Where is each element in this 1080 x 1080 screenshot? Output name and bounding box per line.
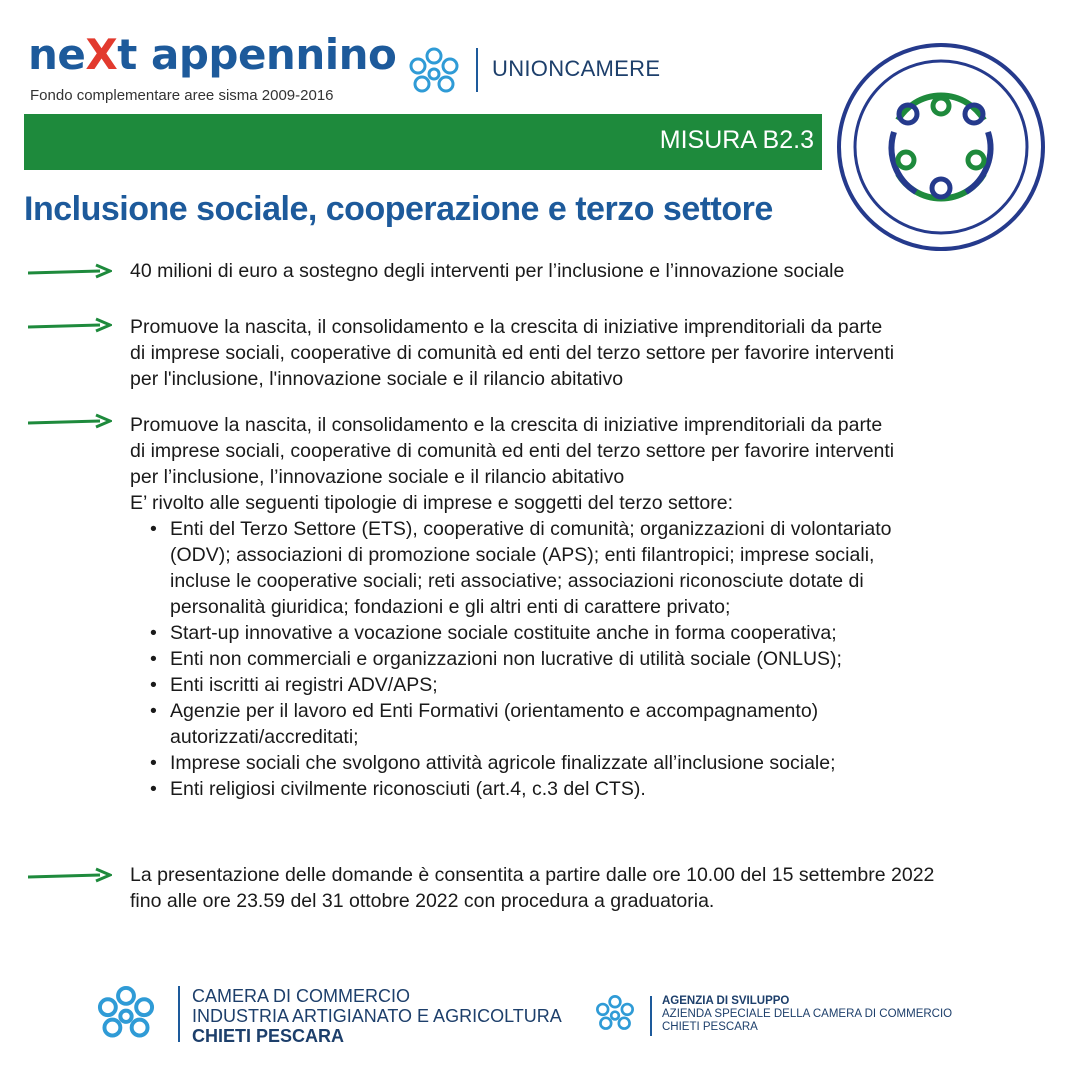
list-item: • Start-up innovative a vocazione sociale costituite anche in forma cooperativa; (130, 620, 1050, 646)
item-promotion-2: Promuove la nascita, il consolidamento e la crescita di iniziative imprenditoriali da parte di imprese sociali, cooperative di comunità ed enti del terzo settore per favorire interventi per l’inclusione, l’innovazione sociale e il rilancio abitativo E’ rivolto alle seguenti tipologie di imprese e soggetti del terzo settore: • Enti del Terzo Settore (ETS), cooperative di comunità; organizzazioni di volontariato (ODV); associazioni di promozione sociale (APS); enti filantropici; imprese sociali, incluse le cooperative sociali; reti associative; associazioni riconosciute dotate di personalità giuridica; fondazioni e gli altri enti di carattere privato; • Start-up innovative a vocazione sociale costituite anche in forma cooperativa; • Enti non commerciali e organizzazioni non lucrative di utilità sociale (ONLUS); • Enti iscritti ai registri ADV/APS; • Agenzie per il lavoro ed Enti Formativi (orientamento e accompagnamento) autorizzati/accreditati; • Imprese sociali che svolgono attività agricole finalizzate all’inclusione sociale; • Enti religiosi civilmente riconosciuti (art.4, c.3 del CTS). (130, 412, 1050, 802)
beneficiary-list (130, 516, 1050, 802)
list-item: • Agenzie per il lavoro ed Enti Formativi (orientamento e accompagnamento) autorizzati/accreditati; (130, 698, 1050, 750)
arrow-icon (28, 262, 112, 282)
next-appennino-logo: neXt appennino (28, 30, 397, 79)
logo-x-mark: X (85, 30, 118, 79)
header-divider (476, 48, 478, 92)
list-item: • Enti iscritti ai registri ADV/APS; (130, 672, 1050, 698)
item-promotion-1: Promuove la nascita, il consolidamento e la crescita di iniziative imprenditoriali da parte di imprese sociali, cooperative di comunità ed enti del terzo settore per favorire interventi per l'inclusione, l'innovazione sociale e il rilancio abitativo (130, 316, 895, 390)
item-deadline: La presentazione delle domande è consentita a partire dalle ore 10.00 del 15 settembre 2022 fino alle ore 23.59 del 31 ottobre 2022 con procedura a graduatoria. (130, 864, 935, 912)
arrow-icon (28, 316, 112, 336)
arrow-icon (28, 412, 112, 432)
unioncamere-label: UNIONCAMERE (492, 56, 661, 81)
footer-divider (178, 986, 180, 1042)
chamber-logo-icon (92, 982, 160, 1046)
agency-name: AGENZIA DI SVILUPPO AZIENDA SPECIALE DELLA CAMERA DI COMMERCIO CHIETI PESCARA (662, 995, 953, 1033)
chamber-name: CAMERA DI COMMERCIO INDUSTRIA ARTIGIANATO E AGRICOLTURA CHIETI PESCARA (192, 986, 562, 1046)
agency-logo-icon (592, 992, 638, 1036)
item-funding: 40 milioni di euro a sostegno degli interventi per l’inclusione e l’innovazione sociale (130, 260, 845, 282)
list-item: • Enti non commerciali e organizzazioni non lucrative di utilità sociale (ONLUS); (130, 646, 1050, 672)
community-badge-icon (836, 42, 1046, 252)
list-item: • Enti religiosi civilmente riconosciuti (art.4, c.3 del CTS). (130, 776, 1050, 802)
logo-subtitle: Fondo complementare aree sisma 2009-2016 (30, 87, 334, 104)
footer-divider (650, 996, 652, 1036)
arrow-icon (28, 866, 112, 886)
misura-label: MISURA B2.3 (659, 126, 814, 154)
page-title: Inclusione sociale, cooperazione e terzo settore (24, 190, 773, 228)
list-item: • Enti del Terzo Settore (ETS), cooperative di comunità; organizzazioni di volontariato (ODV); associazioni di promozione sociale (APS); enti filantropici; imprese sociali, incluse le cooperative sociali; reti associative; associazioni riconosciute dotate di personalità giuridica; fondazioni e gli altri enti di carattere privato; (130, 516, 1050, 620)
misura-banner (24, 114, 822, 170)
unioncamere-logo-icon (404, 44, 464, 100)
list-item: • Imprese sociali che svolgono attività agricole finalizzate all’inclusione sociale; (130, 750, 1050, 776)
